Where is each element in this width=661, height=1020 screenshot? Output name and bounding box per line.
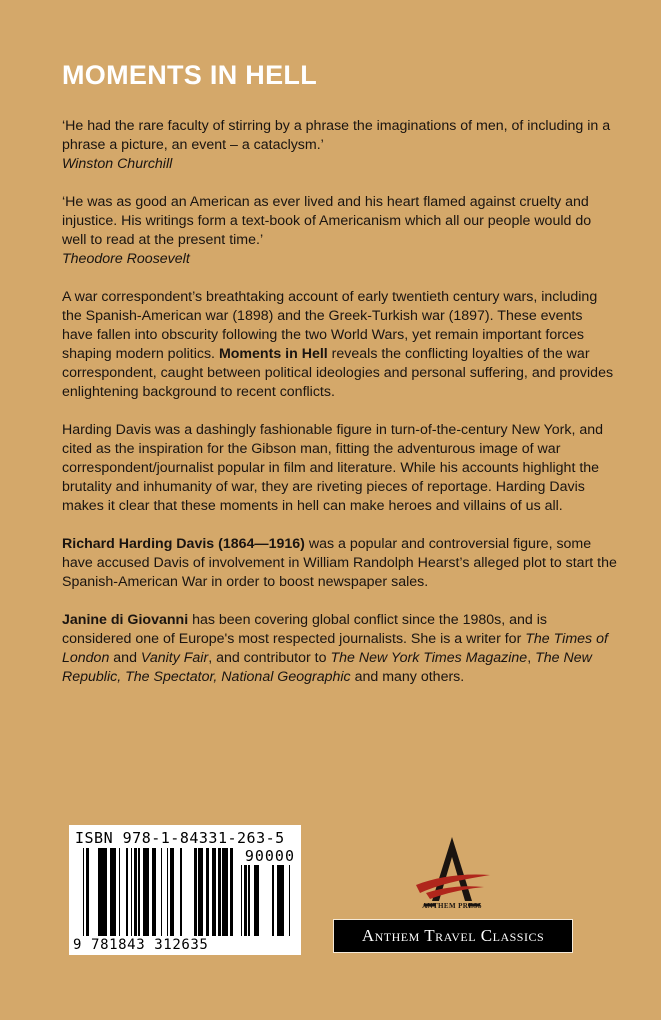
editor-bio-text: has been covering global conflict since the 1980s, and is considered one of Europe's most respected journalists. She is a writer for [62, 612, 547, 647]
editor-bio [62, 611, 617, 687]
editor-bio-text: and many others. [350, 669, 465, 685]
publication-name: The New Republic, The Spectator, National Geographic [62, 650, 592, 685]
publication-name: The Times of London [62, 631, 608, 666]
addon-barcode-icon [241, 865, 293, 936]
barcode-icon [83, 848, 233, 936]
series-name: Anthem Travel Classics [361, 926, 545, 945]
author-bio [62, 535, 617, 592]
quote-churchill [62, 117, 617, 174]
book-title-inline: Moments in Hell [218, 346, 328, 362]
publication-name: The New York Times Magazine [330, 650, 528, 666]
cover-text [62, 117, 617, 706]
editor-bio-text: , and contributor to [208, 650, 331, 666]
author-bio-text: was a popular and controversial figure, some have accused Davis of involvement in William Randolph Hearst’s alleged plot to start the Spanish-American War in order to boost newspaper sales. [62, 536, 617, 590]
price-code: 90000 [244, 847, 295, 865]
description-text: reveals the conflicting loyalties of the war correspondent, caught between political ideologies and personal suffering, and provides enlightening background to recent conflicts. [62, 346, 614, 400]
quote-roosevelt [62, 193, 617, 269]
quote-text: ‘He was as good an American as ever lived and his heart flamed against cruelty and injustice. His writings form a text-book of Americanism which all our people would do well to read at the present time.’ [62, 194, 592, 248]
editor-name: Janine di Giovanni [62, 612, 189, 628]
series-banner [333, 919, 573, 953]
publisher-name: ANTHEM PRESS [422, 902, 482, 910]
about-davis-paragraph: Harding Davis was a dashingly fashionable figure in turn-of-the-century New York, and cited as the inspiration for the Gibson man, fitting the adventurous image of war correspondent/journalist popular in film and literature. While his accounts highlight the brutality and inhumanity of war, they are riveting pieces of reportage. Harding Davis makes it clear that these moments in hell can make heroes and villains of us all. [62, 422, 603, 514]
author-name: Richard Harding Davis (1864—1916) [62, 536, 305, 552]
editor-bio-text: , [527, 650, 536, 666]
editor-bio-text: and [109, 650, 141, 666]
quote-author: Winston Churchill [62, 156, 173, 172]
isbn-text: ISBN 978-1-84331-263-5 [75, 829, 285, 847]
publication-name: Vanity Fair [140, 650, 209, 666]
quote-author: Theodore Roosevelt [62, 251, 190, 267]
quote-text: ‘He had the rare faculty of stirring by a phrase the imaginations of men, of including in a phrase a picture, an event – a cataclysm.’ [62, 118, 611, 153]
book-title: MOMENTS IN HELL [62, 60, 317, 90]
description-paragraph [62, 288, 617, 402]
description-text: A war correspondent’s breathtaking account of early twentieth century wars, including the Spanish-American war (1898) and the Greek-Turkish war (1897). These events have fallen into obscurity following the two World Wars, yet remain important forces shaping modern politics. [62, 289, 598, 362]
barcode-panel [69, 825, 301, 955]
ean-digits: 9 781843 312635 [73, 937, 209, 953]
